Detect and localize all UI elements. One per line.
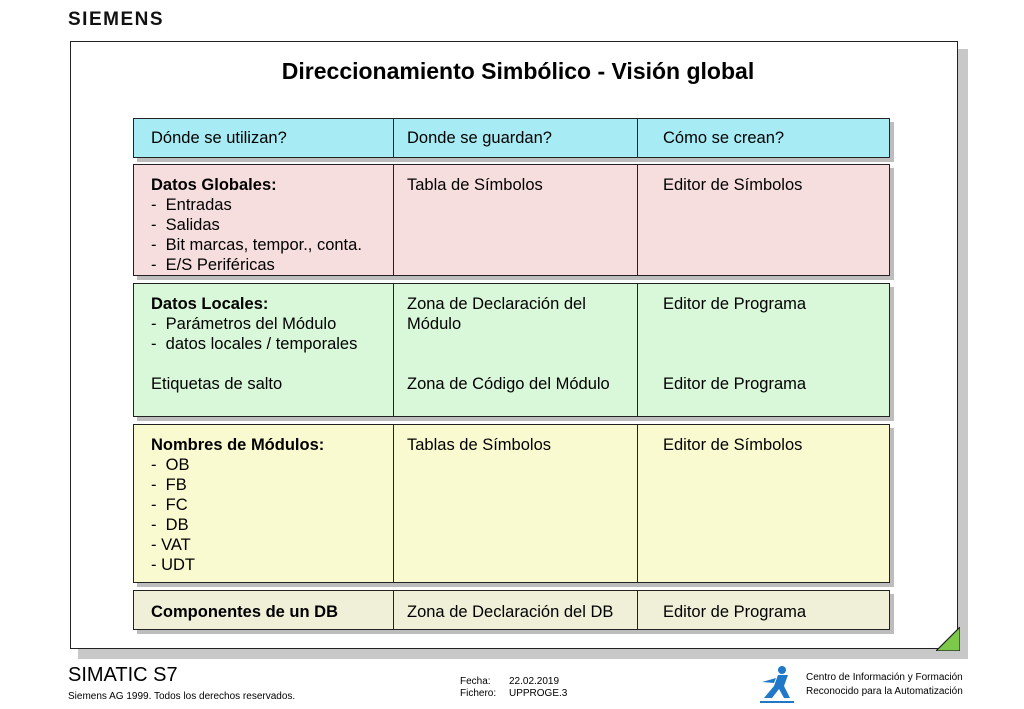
- list-item: - FC: [151, 496, 188, 514]
- local-data-storage-line2: Módulo: [407, 315, 462, 333]
- db-components-how: [638, 591, 889, 629]
- document-meta: [460, 676, 567, 700]
- db-components-row: [133, 590, 890, 630]
- local-data-row: [133, 283, 890, 417]
- list-item: - VAT: [151, 536, 191, 554]
- siemens-logo: SIEMENS: [68, 9, 165, 30]
- module-names-how: [638, 425, 889, 582]
- list-item: - UDT: [151, 556, 195, 574]
- page-corner-icon: [936, 627, 960, 651]
- training-center-line1: Centro de Información y Formación: [806, 672, 963, 683]
- global-data-heading: Datos Globales:: [151, 176, 277, 194]
- db-components-storage: Zona de Declaración del DB: [407, 603, 614, 621]
- jump-labels: Etiquetas de salto: [151, 375, 283, 393]
- module-names-heading: Nombres de Módulos:: [151, 436, 325, 454]
- local-data-heading: Datos Locales:: [151, 295, 269, 313]
- list-item: - E/S Periféricas: [151, 256, 275, 274]
- training-center-text: [806, 671, 963, 699]
- local-data-storage-line1: Zona de Declaración del: [407, 295, 586, 313]
- header-how-created: Cómo se crean?: [663, 129, 785, 147]
- db-components-editor: Editor de Programa: [663, 603, 807, 621]
- jump-labels-storage: Zona de Código del Módulo: [407, 375, 610, 393]
- slide-title: Direccionamiento Simbólico - Visión global: [281, 58, 755, 84]
- module-names-row: [133, 424, 890, 583]
- module-names-cell: [134, 425, 394, 582]
- file-value: UPPROGE.3: [509, 688, 568, 699]
- date-label: Fecha:: [460, 676, 491, 687]
- list-item: - DB: [151, 516, 189, 534]
- module-names-storage: Tablas de Símbolos: [407, 436, 551, 454]
- training-center-logo-icon: [760, 664, 796, 704]
- header-where-used: Dónde se utilizan?: [134, 119, 394, 157]
- date-value: 22.02.2019: [509, 676, 560, 687]
- db-components-where: [394, 591, 638, 629]
- global-data-editor: Editor de Símbolos: [663, 176, 803, 194]
- header-row: [133, 118, 890, 158]
- training-center-line2: Reconocido para la Automatización: [806, 686, 963, 697]
- local-data-where: [394, 284, 638, 416]
- file-label: Fichero:: [460, 688, 497, 699]
- global-data-row: [133, 164, 890, 276]
- module-names-where: [394, 425, 638, 582]
- list-item: - Entradas: [151, 196, 232, 214]
- local-data-cell: [134, 284, 394, 416]
- list-item: - FB: [151, 476, 187, 494]
- list-item: - Parámetros del Módulo: [151, 315, 337, 333]
- local-data-editor: Editor de Programa: [663, 295, 807, 313]
- list-item: - datos locales / temporales: [151, 335, 358, 353]
- list-item: - Salidas: [151, 216, 220, 234]
- global-data-where: [394, 165, 638, 275]
- jump-labels-editor: Editor de Programa: [663, 375, 807, 393]
- header-where-stored: Donde se guardan?: [394, 119, 638, 157]
- global-data-cell: [134, 165, 394, 275]
- global-data-how: [638, 165, 889, 275]
- db-components-cell: [134, 591, 394, 629]
- product-name: SIMATIC S7: [68, 664, 178, 686]
- list-item: - Bit marcas, tempor., conta.: [151, 236, 362, 254]
- list-item: - OB: [151, 456, 190, 474]
- copyright-notice: Siemens AG 1999. Todos los derechos reservados.: [68, 691, 296, 702]
- global-data-storage: Tabla de Símbolos: [407, 176, 543, 194]
- db-components-heading: Componentes de un DB: [151, 603, 339, 621]
- local-data-how: [638, 284, 889, 416]
- module-names-editor: Editor de Símbolos: [663, 436, 803, 454]
